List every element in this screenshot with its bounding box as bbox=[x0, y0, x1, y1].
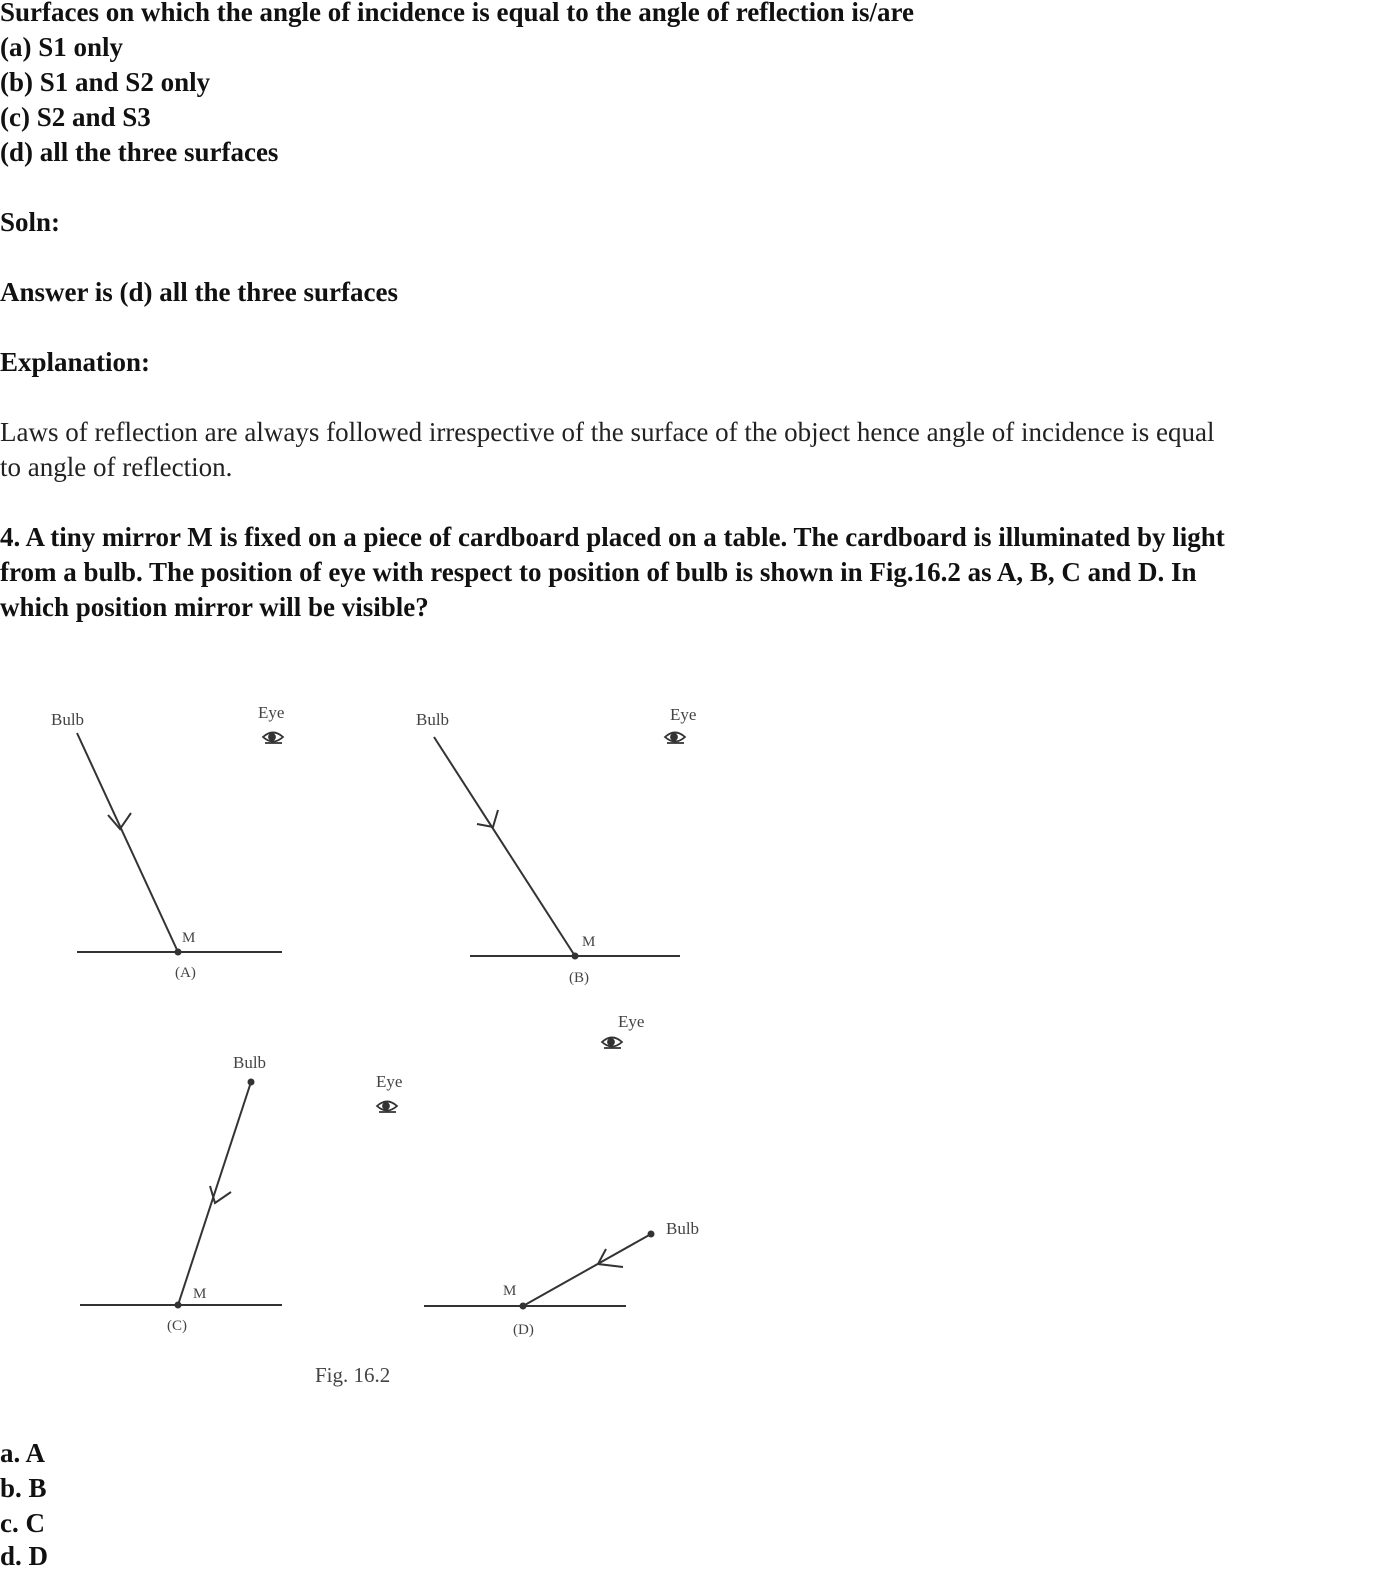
panel-d-mirror-point bbox=[520, 1303, 527, 1310]
panel-b-label: (B) bbox=[569, 970, 589, 986]
panel-a-bulb-label: Bulb bbox=[51, 710, 85, 729]
q4-stem-line-2: from a bulb. The position of eye with respect to position of bulb is shown in Fig.16.2 as A, B, C and D. In bbox=[0, 557, 1197, 587]
panel-c-mirror-point bbox=[175, 1302, 182, 1309]
explanation-line-2: to angle of reflection. bbox=[0, 452, 233, 482]
figure-caption: Fig. 16.2 bbox=[315, 1363, 391, 1387]
panel-c-eye-label: Eye bbox=[376, 1072, 403, 1091]
q4-option-d: d. D bbox=[0, 1541, 49, 1571]
soln-heading: Soln: bbox=[0, 207, 61, 237]
panel-b-eye-icon bbox=[665, 733, 685, 744]
explanation-line-1: Laws of reflection are always followed irrespective of the surface of the object hence angle of incidence is equal bbox=[0, 417, 1215, 447]
panel-b-eye-label: Eye bbox=[670, 705, 697, 724]
option-c: (c) S2 and S3 bbox=[0, 102, 151, 132]
panel-d-label: (D) bbox=[513, 1322, 534, 1338]
panel-a-label: (A) bbox=[175, 965, 196, 981]
panel-c-bulb-point bbox=[248, 1079, 255, 1086]
panel-d-mirror-label: M bbox=[503, 1283, 517, 1299]
panel-d-eye-icon bbox=[602, 1038, 622, 1049]
q4-stem-line-1: 4. A tiny mirror M is fixed on a piece of cardboard placed on a table. The cardboard is illuminated by light bbox=[0, 522, 1225, 552]
panel-b-incident-ray bbox=[434, 737, 575, 956]
option-b: (b) S1 and S2 only bbox=[0, 67, 211, 97]
panel-c-mirror-label: M bbox=[193, 1286, 207, 1302]
panel-b-bulb-label: Bulb bbox=[416, 710, 450, 729]
panel-c-eye-icon bbox=[377, 1102, 397, 1113]
explanation-heading: Explanation: bbox=[0, 347, 151, 377]
question-stem: Surfaces on which the angle of incidence is equal to the angle of reflection is/are bbox=[0, 0, 914, 27]
panel-c-bulb-label: Bulb bbox=[233, 1053, 267, 1072]
panel-d-bulb-point bbox=[648, 1231, 655, 1238]
q4-option-c: c. C bbox=[0, 1508, 45, 1538]
option-a: (a) S1 only bbox=[0, 32, 124, 62]
panel-b-mirror-label: M bbox=[582, 934, 596, 950]
panel-a-mirror-label: M bbox=[182, 930, 196, 946]
panel-a-incident-ray bbox=[77, 733, 178, 952]
q4-option-a: a. A bbox=[0, 1438, 46, 1468]
panel-a-mirror-point bbox=[175, 949, 182, 956]
option-d: (d) all the three surfaces bbox=[0, 137, 279, 167]
q4-option-b: b. B bbox=[0, 1473, 47, 1503]
answer-line: Answer is (d) all the three surfaces bbox=[0, 277, 398, 307]
panel-d-incident-ray bbox=[523, 1234, 651, 1306]
panel-c-incident-ray bbox=[178, 1082, 251, 1305]
figure-16-2 bbox=[0, 690, 760, 1410]
q4-stem-line-3: which position mirror will be visible? bbox=[0, 592, 429, 622]
panel-d-bulb-label: Bulb bbox=[666, 1219, 700, 1238]
panel-a-eye-label: Eye bbox=[258, 703, 285, 722]
panel-b-mirror-point bbox=[572, 953, 579, 960]
panel-a-eye-icon bbox=[263, 733, 283, 744]
panel-d-eye-label: Eye bbox=[618, 1012, 645, 1031]
panel-c-label: (C) bbox=[167, 1318, 187, 1334]
